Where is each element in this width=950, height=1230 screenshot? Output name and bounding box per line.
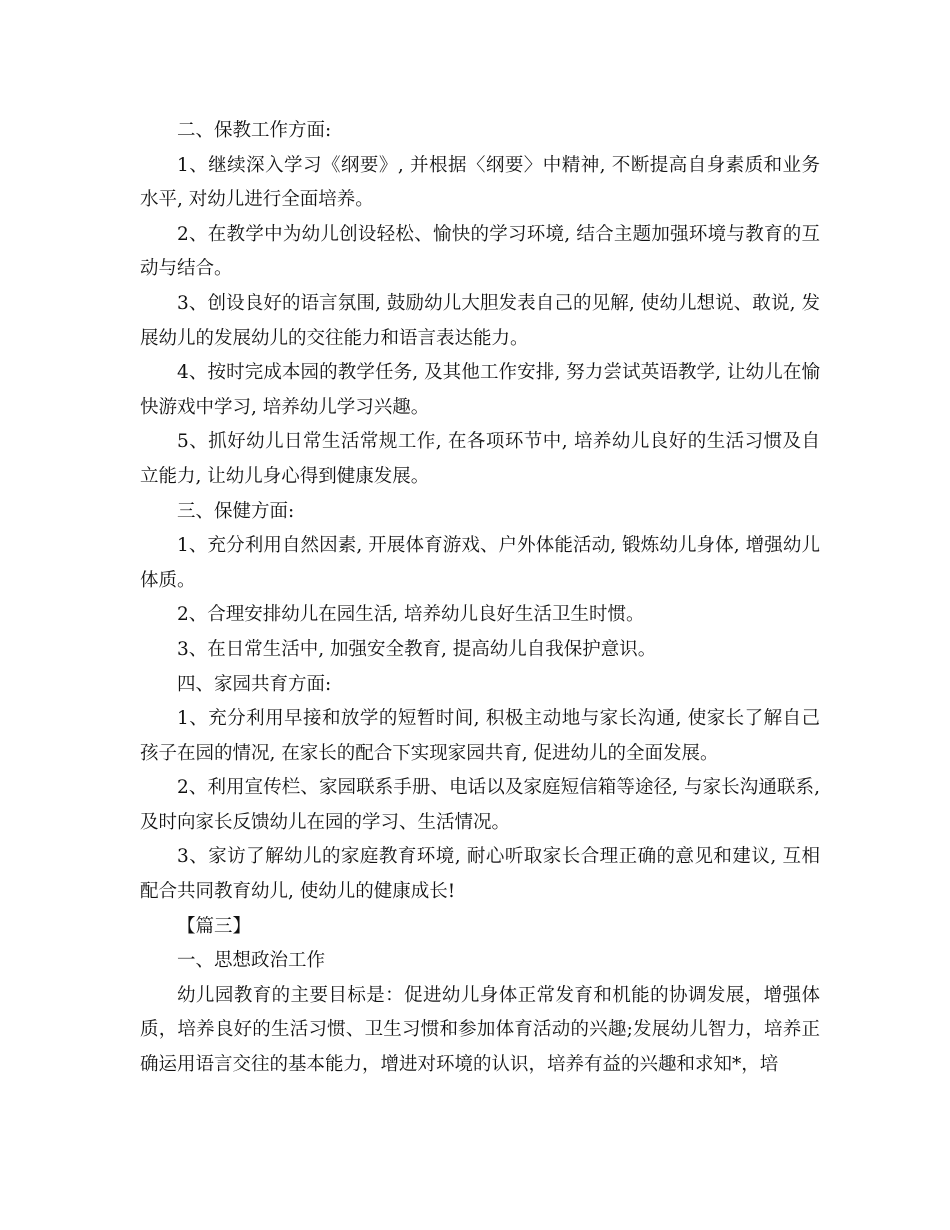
paragraph-care-education-5: 5、抓好幼儿日常生活常规工作, 在各项环节中, 培养幼儿良好的生活习惯及自立能力, 让幼儿身心得到健康发展。 xyxy=(140,431,820,487)
section-heading-health: 三、保健方面: xyxy=(177,500,295,522)
paragraph-home-school-2: 2、利用宣传栏、家园联系手册、电话以及家庭短信箱等途径, 与家长沟通联系, 及时向家长反馈幼儿在园的学习、生活情况。 xyxy=(140,777,820,833)
section-heading-care-education: 二、保教工作方面: xyxy=(177,120,332,141)
paragraph-care-education-4: 4、按时完成本园的教学任务, 及其他工作安排, 努力尝试英语教学, 让幼儿在愉快游戏中学习, 培养幼儿学习兴趣。 xyxy=(140,362,820,418)
paragraph-ideological-work-1: 幼儿园教育的主要目标是：促进幼儿身体正常发育和机能的协调发展，增强体质，培养良好的生活习惯、卫生习惯和参加体育活动的兴趣;发展幼儿智力，培养正确运用语言交往的基本能力，增进对环境的认识，培养有益的兴趣和求知*，培 xyxy=(140,984,820,1076)
section-heading-ideological-work: 一、思想政治工作 xyxy=(177,950,326,972)
paragraph-care-education-2: 2、在教学中为幼儿创设轻松、愉快的学习环境, 结合主题加强环境与教育的互动与结合。 xyxy=(140,223,820,280)
paragraph-health-1: 1、充分利用自然因素, 开展体育游戏、户外体能活动, 锻炼幼儿身体, 增强幼儿体质。 xyxy=(140,535,820,591)
chapter-heading-part-three: 【篇三】 xyxy=(177,915,252,937)
paragraph-care-education-3: 3、创设良好的语言氛围, 鼓励幼儿大胆发表自己的见解, 使幼儿想说、敢说, 发展幼儿的发展幼儿的交往能力和语言表达能力。 xyxy=(140,292,820,349)
section-heading-home-school: 四、家园共育方面: xyxy=(177,673,332,695)
paragraph-care-education-1: 1、继续深入学习《纲要》, 并根据〈纲要〉中精神, 不断提高自身素质和业务水平, 对幼儿进行全面培养。 xyxy=(140,154,820,211)
paragraph-health-2: 2、合理安排幼儿在园生活, 培养幼儿良好生活卫生时惯。 xyxy=(177,604,645,626)
paragraph-home-school-3: 3、家访了解幼儿的家庭教育环境, 耐心听取家长合理正确的意见和建议, 互相配合共同教育幼儿, 使幼儿的健康成长! xyxy=(140,846,820,903)
document-page xyxy=(140,114,820,1083)
paragraph-home-school-1: 1、充分利用早接和放学的短暂时间, 积极主动地与家长沟通, 使家长了解自己孩子在园的情况, 在家长的配合下实现家园共育, 促进幼儿的全面发展。 xyxy=(140,708,820,764)
paragraph-health-3: 3、在日常生活中, 加强安全教育, 提高幼儿自我保护意识。 xyxy=(177,638,657,660)
